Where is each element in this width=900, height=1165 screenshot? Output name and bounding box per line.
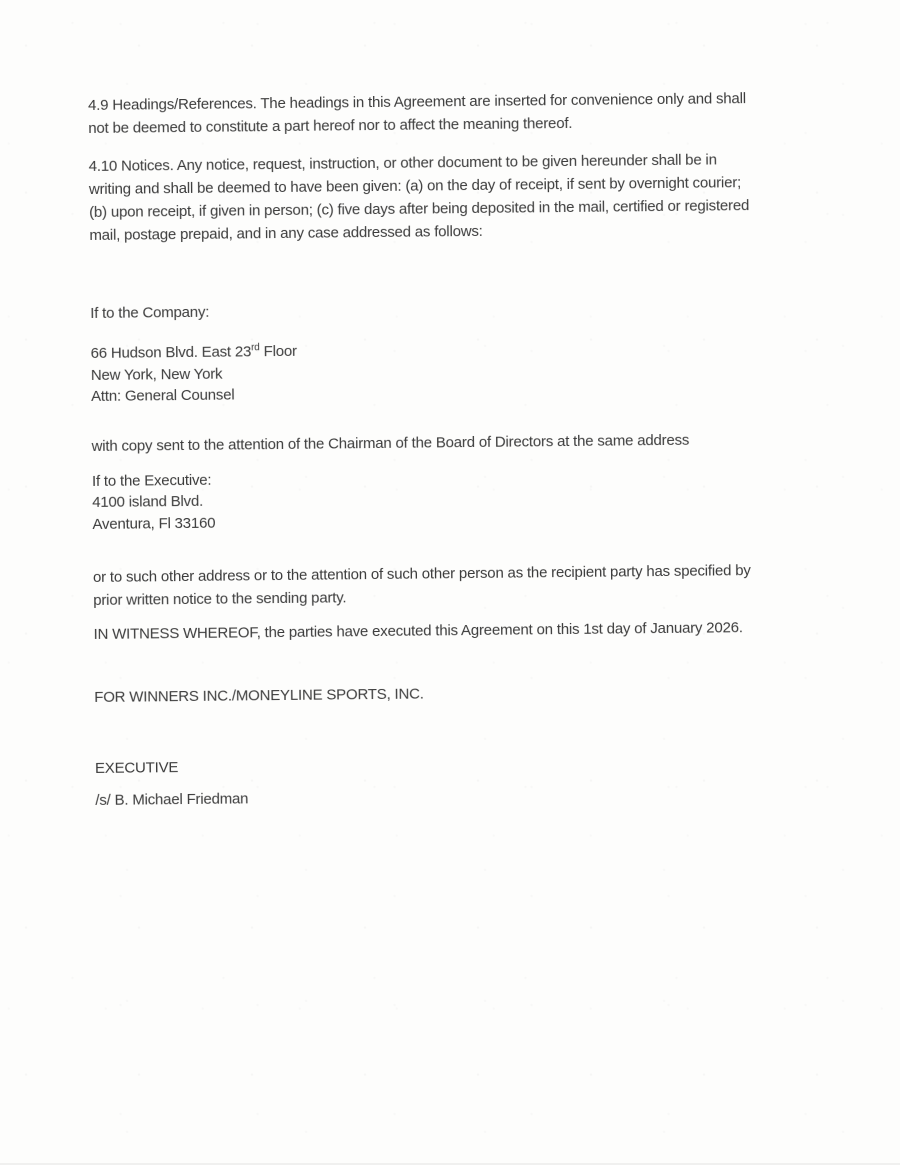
executive-address-line-2: Aventura, Fl 33160 — [92, 514, 216, 533]
paragraph-4-9-headings-references: 4.9 Headings/References. The headings in this Agreement are inserted for convenience only and shall not be deemed to constitute a part hereof nor to affect the meaning thereof. — [87, 90, 746, 137]
ordinal-superscript: rd — [251, 342, 260, 354]
executive-signature: /s/ B. Michael Friedman — [95, 789, 249, 809]
paragraph-4-10-notices: 4.10 Notices. Any notice, request, instruction, or other document to be given hereunder shall be in writing and shall be deemed to have been given: (a) on the day of receipt, if sent by overnight courier; (b) upon receipt, if given in person; (c) five days after being deposited in the mail, certified or registered mail, postage prepaid, and in any case addressed as follows: — [88, 151, 750, 244]
company-signature-label: FOR WINNERS INC./MONEYLINE SPORTS, INC. — [94, 685, 424, 706]
company-address-line-2: New York, New York — [90, 365, 223, 384]
executive-notice-block — [92, 463, 835, 536]
company-address-line-3: Attn: General Counsel — [91, 386, 235, 405]
company-address-line-1-suffix: Floor — [259, 342, 297, 361]
witness-clause: IN WITNESS WHEREOF, the parties have executed this Agreement on this 1st day of January 2026. — [93, 618, 743, 643]
executive-signature-heading: EXECUTIVE — [94, 758, 179, 777]
company-address — [91, 335, 834, 407]
company-notice-label: If to the Company: — [90, 303, 210, 322]
copy-to-chairman-note: with copy sent to the attention of the Chairman of the Board of Directors at the same address — [91, 431, 690, 455]
other-address-paragraph: or to such other address or to the attention of such other person as the recipient party has specified by prior written notice to the sending party. — [92, 561, 751, 609]
executive-address-line-1: 4100 island Blvd. — [92, 493, 204, 512]
company-address-line-1-text: 66 Hudson Blvd. East 23 — [90, 343, 252, 362]
executive-notice-label: If to the Executive: — [91, 471, 212, 490]
